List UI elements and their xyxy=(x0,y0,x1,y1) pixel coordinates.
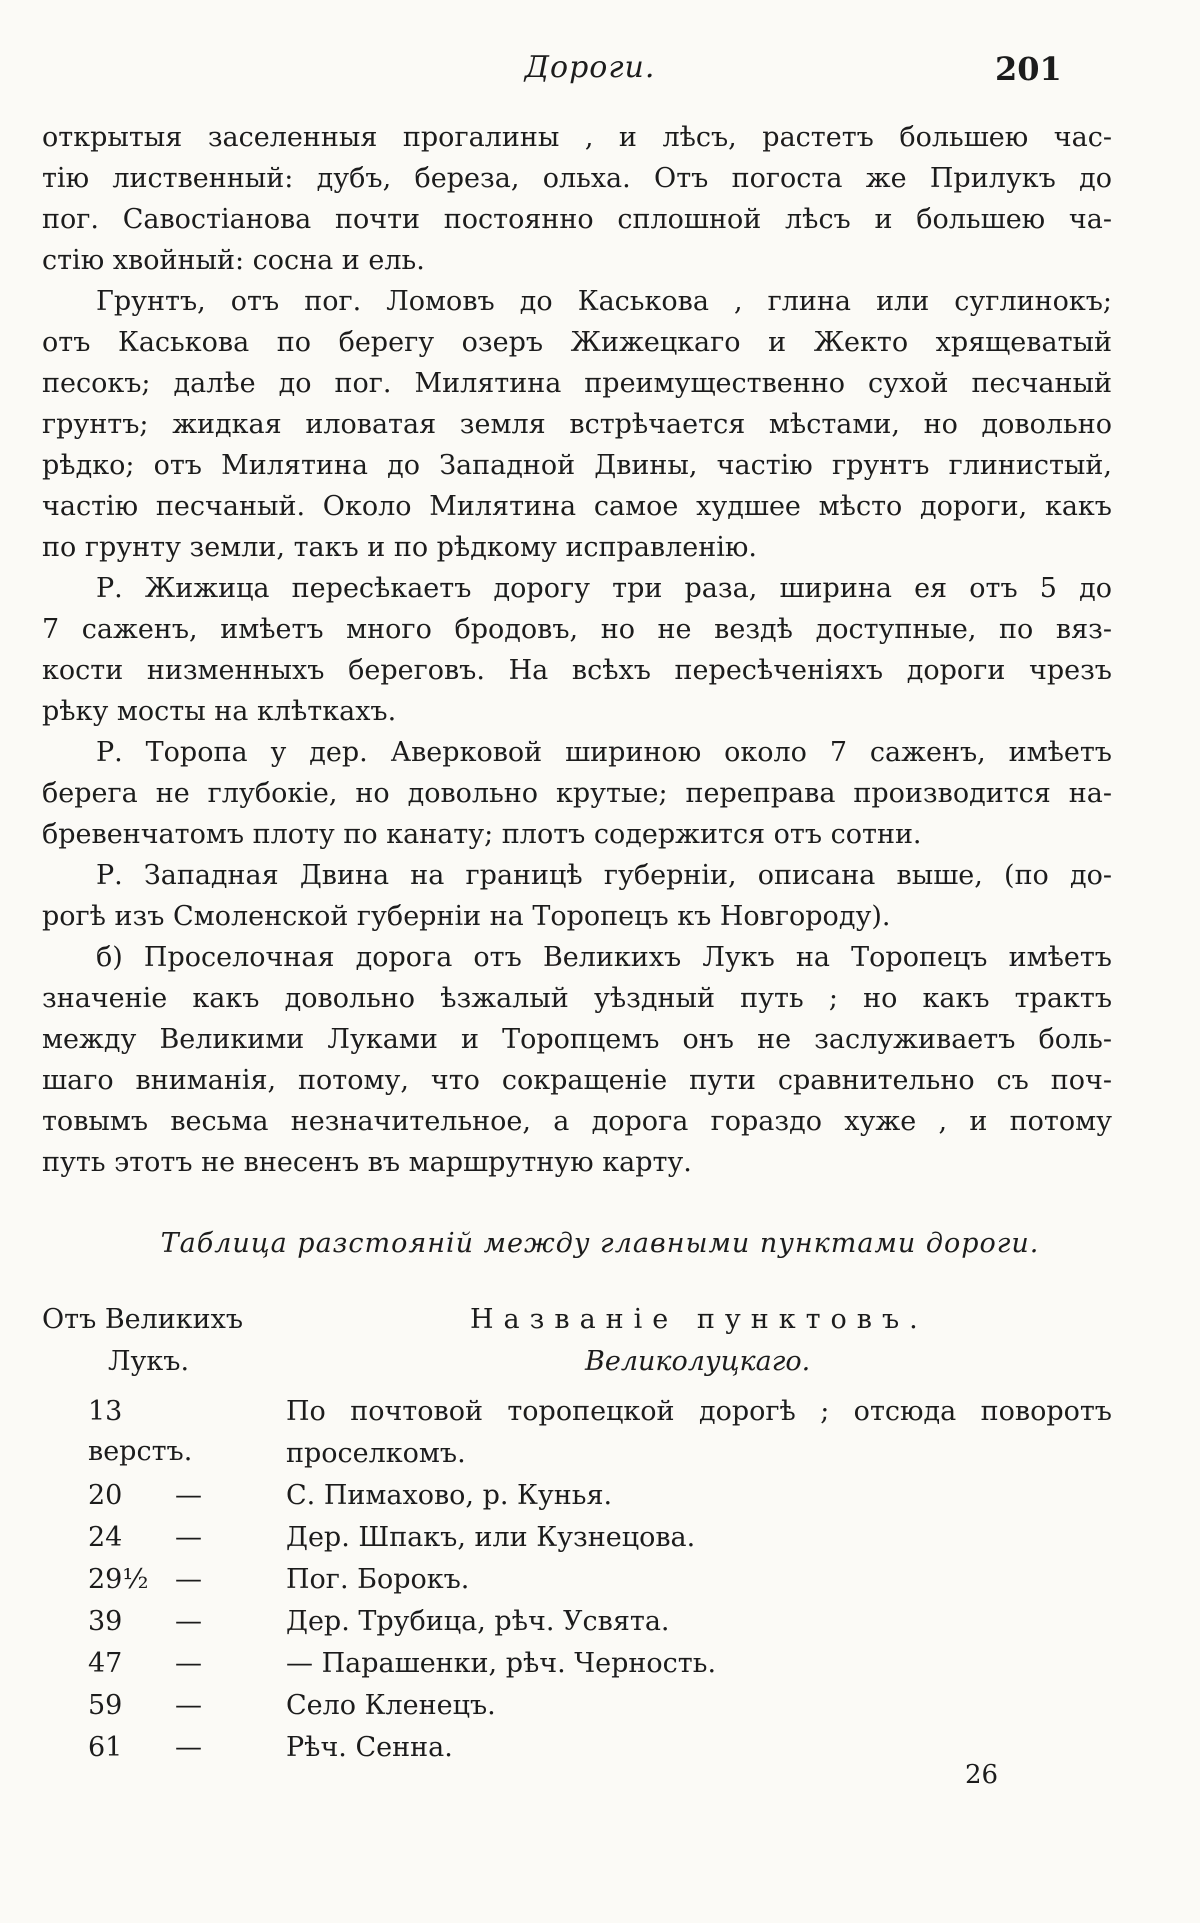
distance: 59 xyxy=(88,1690,123,1721)
table-row xyxy=(0,1728,1200,1768)
place-name: проселкомъ. xyxy=(286,1438,466,1469)
table-row xyxy=(0,1476,1200,1516)
text-line: частію песчаный. Около Милятина самое худшее мѣсто дороги, какъ xyxy=(42,491,1112,522)
place-name: Село Кленецъ. xyxy=(286,1690,496,1721)
text-line: тію лиственный: дубъ, береза, ольха. Отъ погоста же Прилукъ до xyxy=(42,163,1112,194)
distance: 61 xyxy=(88,1732,123,1763)
table-row xyxy=(0,1518,1200,1558)
text-line: между Великими Луками и Торопцемъ онъ не заслуживаетъ боль- xyxy=(42,1024,1112,1055)
text-line: Р. Торопа у дер. Аверковой шириною около 7 саженъ, имѣетъ xyxy=(96,737,1112,768)
text-line: Грунтъ, отъ пог. Ломовъ до Каськова , глина или суглинокъ; xyxy=(96,286,1112,317)
place-name: По почтовой торопецкой дорогѣ ; отсюда поворотъ xyxy=(286,1396,1112,1427)
text-line: по грунту земли, такъ и по рѣдкому исправленію. xyxy=(42,532,757,563)
text-line: пог. Савостіанова почти постоянно сплошной лѣсъ и большею ча- xyxy=(42,204,1112,235)
distance: 39 xyxy=(88,1606,123,1637)
ditto-dash: — xyxy=(175,1522,202,1553)
place-name: С. Пимахово, р. Кунья. xyxy=(286,1480,613,1511)
distance: 20 xyxy=(88,1480,123,1511)
table-header-name: Названіе пунктовъ. xyxy=(470,1304,928,1335)
place-name: — Парашенки, рѣч. Черность. xyxy=(286,1648,717,1679)
table-header-from-unit: Лукъ. xyxy=(108,1346,190,1377)
text-line: Р. Западная Двина на границѣ губерніи, описана выше, (по до- xyxy=(96,860,1112,891)
text-line: Р. Жижица пересѣкаетъ дорогу три раза, ширина ея отъ 5 до xyxy=(96,573,1112,604)
ditto-dash: — xyxy=(175,1648,202,1679)
page-number: 201 xyxy=(995,50,1062,88)
table-row xyxy=(0,1686,1200,1726)
ditto-dash: — xyxy=(175,1732,202,1763)
distance: 29½ xyxy=(88,1564,149,1595)
text-line: рогѣ изъ Смоленской губерніи на Торопецъ къ Новгороду). xyxy=(42,901,891,932)
text-line: шаго вниманія, потому, что сокращеніе пути сравнительно съ поч- xyxy=(42,1065,1112,1096)
table-row xyxy=(0,1602,1200,1642)
table-title: Таблица разстояній между главными пунктами дороги. xyxy=(160,1228,1040,1259)
place-name: Рѣч. Сенна. xyxy=(286,1732,453,1763)
table-row xyxy=(0,1560,1200,1600)
text-line: бревенчатомъ плоту по канату; плотъ содержится отъ сотни. xyxy=(42,819,922,850)
text-line: песокъ; далѣе до пог. Милятина преимущественно сухой песчаный xyxy=(42,368,1112,399)
text-line: кости низменныхъ береговъ. На всѣхъ пересѣченіяхъ дороги чрезъ xyxy=(42,655,1112,686)
table-row xyxy=(0,1434,1200,1474)
text-line: значеніе какъ довольно ѣзжалый уѣздный путь ; но какъ трактъ xyxy=(42,983,1112,1014)
ditto-dash: — xyxy=(175,1564,202,1595)
text-line: 7 саженъ, имѣетъ много бродовъ, но не вездѣ доступные, по вяз- xyxy=(42,614,1112,645)
text-line: стію хвойный: сосна и ель. xyxy=(42,245,425,276)
running-head: Дороги. xyxy=(524,50,656,85)
text-line: отъ Каськова по берегу озеръ Жижецкаго и Жекто хрящеватый xyxy=(42,327,1112,358)
ditto-dash: — xyxy=(175,1690,202,1721)
ditto-dash: — xyxy=(175,1480,202,1511)
text-line: грунтъ; жидкая иловатая земля встрѣчается мѣстами, но довольно xyxy=(42,409,1112,440)
text-line: берега не глубокіе, но довольно крутые; переправа производится на- xyxy=(42,778,1112,809)
place-name: Пог. Борокъ. xyxy=(286,1564,470,1595)
distance: 24 xyxy=(88,1522,123,1553)
place-name: Дер. Шпакъ, или Кузнецова. xyxy=(286,1522,696,1553)
distance: 47 xyxy=(88,1648,123,1679)
text-line: путь этотъ не внесенъ въ маршрутную карту. xyxy=(42,1147,692,1178)
distance: 13 верстъ. xyxy=(88,1396,193,1467)
text-line: рѣку мосты на клѣткахъ. xyxy=(42,696,397,727)
text-line: рѣдко; отъ Милятина до Западной Двины, частію грунтъ глинистый, xyxy=(42,450,1112,481)
text-line: б) Проселочная дорога отъ Великихъ Лукъ на Торопецъ имѣетъ xyxy=(96,942,1112,973)
text-line: товымъ весьма незначительное, а дорога гораздо хуже , и потому xyxy=(42,1106,1112,1137)
ditto-dash: — xyxy=(175,1606,202,1637)
text-line: открытыя заселенныя прогалины , и лѣсъ, растетъ большею час- xyxy=(42,122,1112,153)
printer-signature: 26 xyxy=(965,1760,999,1790)
table-header-district: Великолуцкаго. xyxy=(585,1346,811,1377)
table-row xyxy=(0,1644,1200,1684)
table-header-from: Отъ Великихъ xyxy=(42,1304,244,1335)
place-name: Дер. Трубица, рѣч. Усвята. xyxy=(286,1606,670,1637)
